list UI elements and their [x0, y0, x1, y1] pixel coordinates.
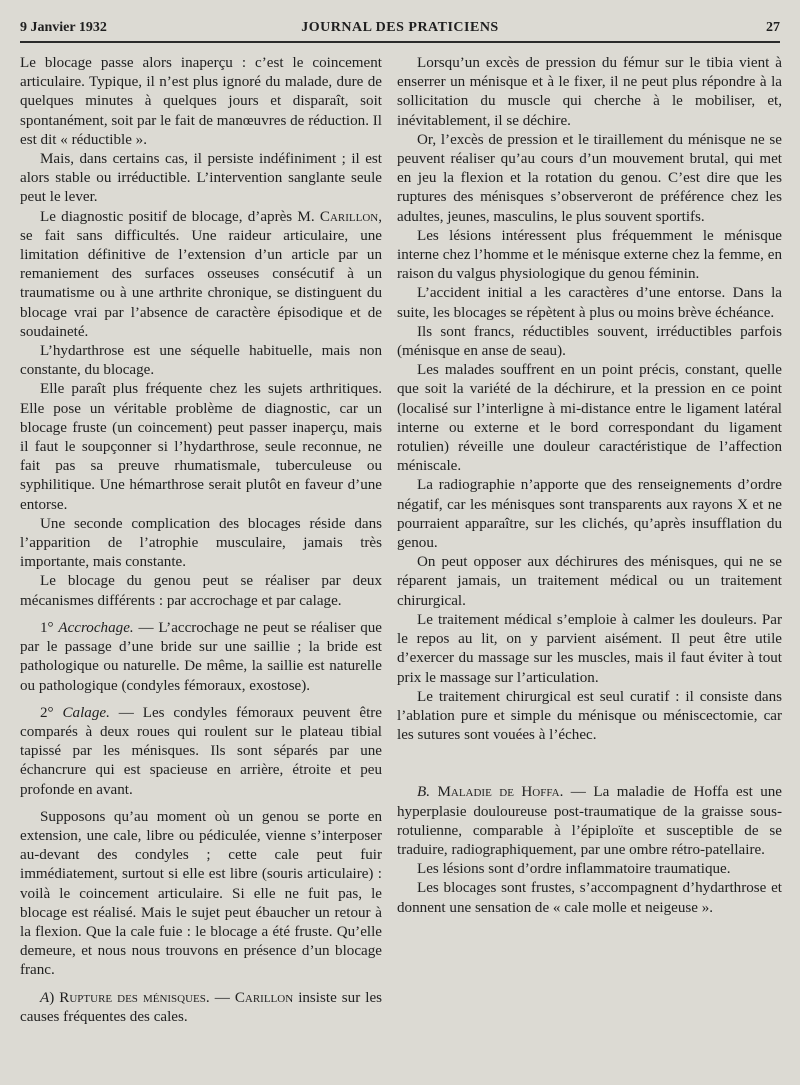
right-column	[397, 54, 782, 918]
paragraph: On peut opposer aux déchirures des ménisques, qui ne se réparent jamais, un traitement médical ou un traitement chirurgical.	[397, 554, 782, 609]
paragraph: Le blocage passe alors inaperçu : c’est le coincement articulaire. Typique, il n’est plus ignoré du malade, dure de quelques minutes à quelques jours et disparaît, soit spontanément, soit par le fait de manœuvres de réduction. Il est dit « réductible ».	[20, 55, 382, 148]
paragraph-text: — Les condyles fémoraux peuvent être comparés à deux roues qui roulent sur le plateau tibial tapissé par les ménisques. Ils sont séparés par une échancrure qui est spacieuse en arrière, étroite et peu profonde en avant.	[20, 704, 382, 798]
section-number: 1°	[40, 619, 59, 636]
section-letter: B.	[417, 784, 430, 801]
author-name: Carillon	[234, 989, 294, 1006]
paragraph: Le traitement médical s’emploie à calmer les douleurs. Par le repos au lit, on y parvient aisément. Il peut être utile d’exercer du massage sur les muscles, mais il faut éviter à tout prix le massage sur l’articulation.	[397, 611, 782, 686]
page-header	[20, 20, 780, 42]
paragraph: Le blocage du genou peut se réaliser par deux mécanismes différents : par accrochage et par calage.	[20, 573, 382, 609]
section-number: 2°	[40, 704, 63, 721]
section-title: Accrochage.	[58, 619, 134, 636]
left-column	[20, 54, 382, 1027]
paragraph	[20, 619, 382, 696]
paragraph: Or, l’excès de pression et le tiraillement du ménisque ne se peuvent réaliser qu’au cours d’un mouvement brutal, qui met en jeu la flexion et la rotation du genou. C’est dire que les ruptures des ménisques s’observeront de préférence chez les adultes, jeunes, masculins, le plus souvent sportifs.	[397, 131, 782, 225]
section-letter: A	[40, 989, 50, 1006]
paragraph: Supposons qu’au moment où un genou se porte en extension, une cale, libre ou pédiculée, vienne s’interposer au-devant des condyles ; cette cale peut fuir immédiatement, surtout si elle est libre (souris articulaire) : voilà le coincement articulaire. Si elle ne fuit pas, le blocage est réalisé. Mais le sujet peut ébaucher un retour à la flexion. Que la cale fuie : le blocage a été fruste. Qu’elle demeure, et nous nous trouvons en présence d’un blocage franc.	[20, 808, 382, 979]
paragraph: Lorsqu’un excès de pression du fémur sur le tibia vient à enserrer un ménisque et à le fixer, il ne peut plus répondre à la sollicitation du muscle qui cherche à le mobiliser, et, inévitablement, il se déchire.	[397, 55, 782, 129]
issue-date: 9 Janvier 1932	[20, 20, 107, 35]
paragraph-text: Le diagnostic positif de blocage, d’après M.	[40, 208, 320, 225]
header-rule	[20, 41, 780, 43]
author-name: Carillon	[319, 208, 379, 225]
page-number: 27	[766, 20, 780, 35]
paragraph: Une seconde complication des blocages réside dans l’apparition de l’atrophie musculaire, jamais très importante, mais constante.	[20, 515, 382, 571]
paragraph: L’accident initial a les caractères d’une entorse. Dans la suite, les blocages se répètent à plus ou moins brève échéance.	[397, 285, 782, 321]
paragraph-text: — L’accrochage ne peut se réaliser que par le passage d’une bride sur une saillie ; la bride est pathologique ou naturelle. De même, la saillie est naturelle ou pathologique (condyles fémoraux, exostose).	[20, 619, 382, 694]
paragraph: L’hydarthrose est une séquelle habituelle, mais non constante, du blocage.	[20, 343, 382, 379]
paragraph	[20, 704, 382, 800]
journal-title: JOURNAL DES PRATICIENS	[301, 20, 499, 35]
paragraph: La radiographie n’apporte que des renseignements d’ordre négatif, car les ménisques sont transparents aux rayons X et ne pourraient apparaître, sur les clichés, qu’après insufflation du genou.	[397, 477, 782, 552]
paragraph: Mais, dans certains cas, il persiste indéfiniment ; il est alors stable ou irréductible. L’intervention sanglante seule peut le lever.	[20, 151, 382, 206]
paragraph: Ils sont francs, réductibles souvent, irréductibles parfois (ménisque en anse de seau).	[397, 323, 782, 360]
paragraph-text: insiste sur les causes fréquentes des cales.	[20, 989, 383, 1025]
section-title: Calage.	[62, 704, 110, 721]
paragraph: Le traitement chirurgical est seul curatif : il consiste dans l’ablation pure et simple du ménisque ou méniscectomie, car les sutures sont vouées à l’échec.	[397, 688, 782, 744]
paragraph-text: , se fait sans difficultés. Une raideur articulaire, une limitation définitive de l’extension d’un article par un remaniement des surfaces osseuses consécutif à un traumatisme ou à une arthrite chronique, se distinguent du blocage vrai par l’absence de caractère épisodique et de soudaineté.	[20, 208, 382, 340]
section-heading	[397, 783, 782, 860]
paragraph: Les blocages sont frustes, s’accompagnent d’hydarthrose et donnent une sensation de « cale molle et neigeuse ».	[397, 880, 782, 916]
paragraph-text: — La maladie de Hoffa est une hyperplasie douloureuse post-traumatique de la graisse sous-rotulienne, comparable à l’épiploïte et susceptible de se traduire, radiographiquement, par une ombre rétro-patellaire.	[397, 784, 783, 858]
paragraph: Elle paraît plus fréquente chez les sujets arthritiques. Elle pose un véritable problème de diagnostic, car un blocage fruste (un coincement) peut passer inaperçu, mais il faut le soupçonner si l’hydarthrose, seule reconnue, ne fait pas sa preuve rhumatismale, tuberculeuse ou syphilitique. Une hémarthrose serait plutôt en faveur d’une entorse.	[20, 381, 382, 513]
section-heading: A) Rupture des ménisques. — Carillon insiste sur les causes fréquentes des cales.	[20, 989, 383, 1025]
section-title: ) Rupture des ménisques.	[49, 989, 210, 1006]
paragraph: Les malades souffrent en un point précis, constant, quelle que soit la variété de la déchirure, et la pression en ce point (localisé sur l’interligne à mi-distance entre le ligament latéral interne ou externe et le bord correspondant du ligament rotulien) réveille une douleur caractéristique de l’affection méniscale.	[397, 362, 782, 475]
paragraph: Les lésions intéressent plus fréquemment le ménisque interne chez l’homme et le ménisque externe chez la femme, en raison du valgus physiologique du genou féminin.	[397, 227, 782, 283]
paragraph	[20, 208, 382, 342]
paragraph: Les lésions sont d’ordre inflammatoire traumatique.	[417, 861, 731, 878]
section-title: Maladie de Hoffa.	[437, 784, 564, 801]
